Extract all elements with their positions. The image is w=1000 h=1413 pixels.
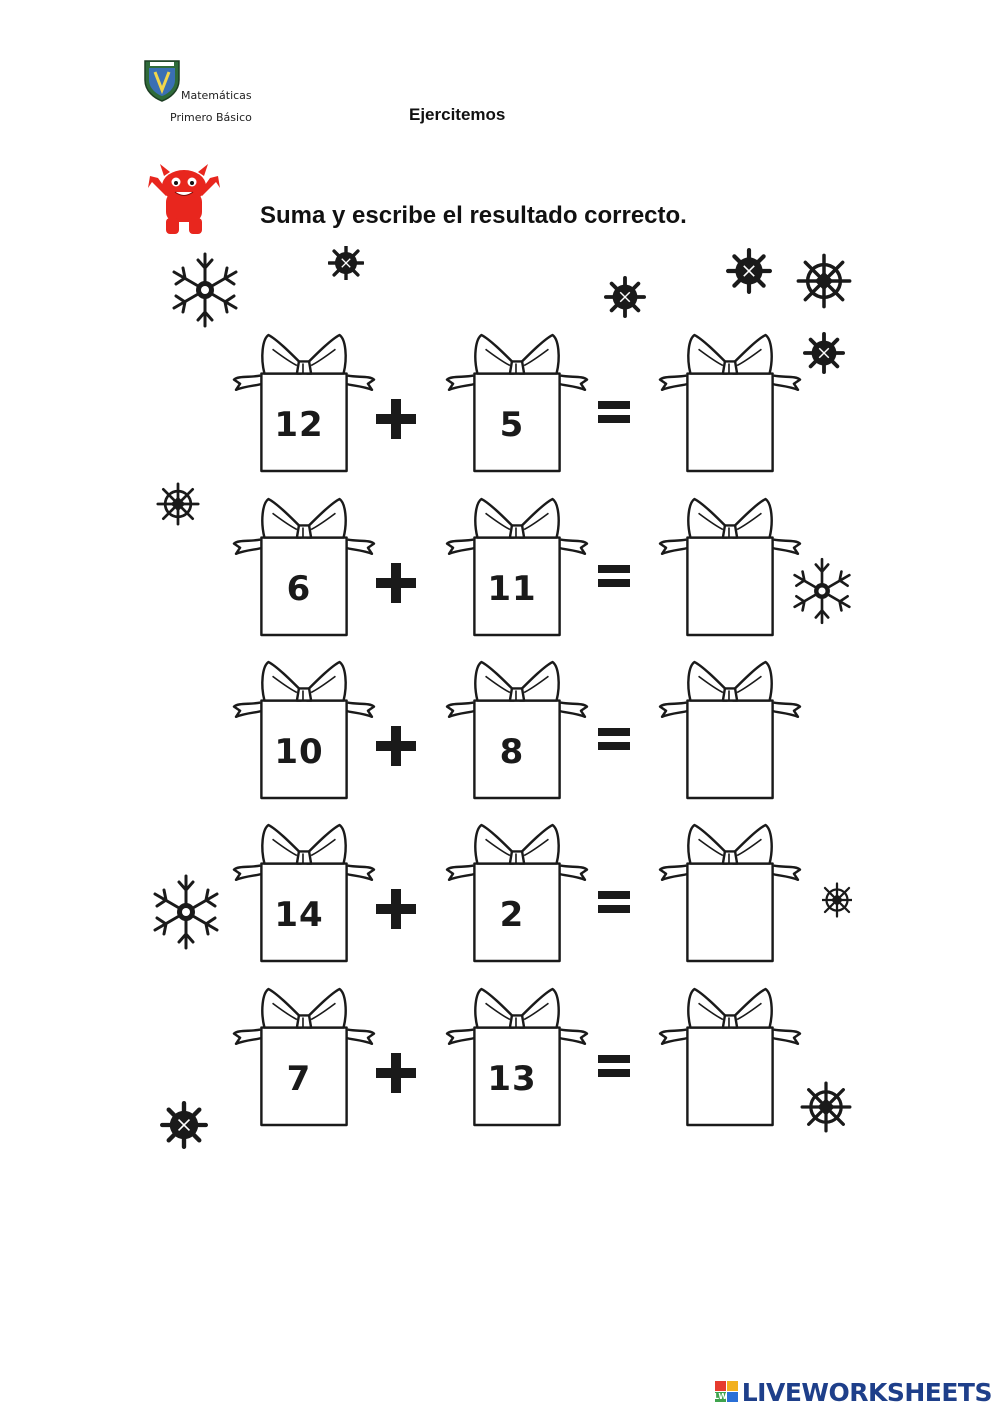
addend-number: 11 bbox=[487, 569, 537, 609]
snowflake-icon bbox=[162, 252, 248, 328]
gift-box-answer[interactable] bbox=[655, 333, 805, 473]
answer-input[interactable] bbox=[685, 373, 769, 467]
problem-row bbox=[0, 497, 1000, 637]
gift-box-second-addend bbox=[442, 497, 592, 637]
gift-box-first-addend bbox=[229, 987, 379, 1127]
liveworksheets-logo[interactable] bbox=[714, 1377, 992, 1407]
logo-prefix: LW bbox=[713, 1392, 727, 1401]
school-crest-icon bbox=[142, 58, 182, 102]
addend-number: 7 bbox=[286, 1059, 312, 1099]
grade-label: Primero Básico bbox=[170, 111, 252, 124]
equals-icon bbox=[597, 1049, 631, 1088]
gift-box-second-addend bbox=[442, 823, 592, 963]
problem-row bbox=[0, 987, 1000, 1127]
equals-icon bbox=[597, 885, 631, 924]
addend-number: 13 bbox=[487, 1059, 537, 1099]
addend-number: 10 bbox=[274, 732, 324, 772]
answer-input[interactable] bbox=[685, 863, 769, 957]
snowflake-icon bbox=[604, 276, 646, 318]
addend-number: 2 bbox=[499, 895, 525, 935]
problem-row bbox=[0, 333, 1000, 473]
gift-box-answer[interactable] bbox=[655, 823, 805, 963]
addend-number: 8 bbox=[499, 732, 525, 772]
problem-row bbox=[0, 823, 1000, 963]
addend-number: 12 bbox=[274, 405, 324, 445]
plus-icon bbox=[374, 561, 418, 610]
gift-box-second-addend bbox=[442, 660, 592, 800]
snowflake-icon bbox=[328, 246, 364, 280]
gift-box-answer[interactable] bbox=[655, 660, 805, 800]
snowflake-icon bbox=[726, 248, 772, 294]
gift-box-first-addend bbox=[229, 660, 379, 800]
gift-box-second-addend bbox=[442, 987, 592, 1127]
instruction-text: Suma y escribe el resultado correcto. bbox=[260, 202, 687, 229]
gift-box-answer[interactable] bbox=[655, 987, 805, 1127]
gift-box-second-addend bbox=[442, 333, 592, 473]
equals-icon bbox=[597, 395, 631, 434]
equals-icon bbox=[597, 722, 631, 761]
plus-icon bbox=[374, 724, 418, 773]
subject-label: Matemáticas bbox=[181, 89, 252, 102]
answer-input[interactable] bbox=[685, 700, 769, 794]
addend-number: 14 bbox=[274, 895, 324, 935]
answer-input[interactable] bbox=[685, 1027, 769, 1121]
gift-box-first-addend bbox=[229, 823, 379, 963]
brand-name: LIVEWORKSHEETS bbox=[741, 1377, 992, 1407]
monster-icon bbox=[146, 162, 222, 236]
gift-box-first-addend bbox=[229, 333, 379, 473]
page-title: Ejercitemos bbox=[409, 105, 506, 124]
answer-input[interactable] bbox=[685, 537, 769, 631]
plus-icon bbox=[374, 397, 418, 446]
problem-row bbox=[0, 660, 1000, 800]
gift-box-first-addend bbox=[229, 497, 379, 637]
addend-number: 6 bbox=[286, 569, 312, 609]
equals-icon bbox=[597, 559, 631, 598]
plus-icon bbox=[374, 1051, 418, 1100]
snowflake-icon bbox=[796, 253, 852, 309]
addend-number: 5 bbox=[499, 405, 525, 445]
gift-box-answer[interactable] bbox=[655, 497, 805, 637]
liveworksheets-icon bbox=[714, 1380, 740, 1404]
plus-icon bbox=[374, 887, 418, 936]
